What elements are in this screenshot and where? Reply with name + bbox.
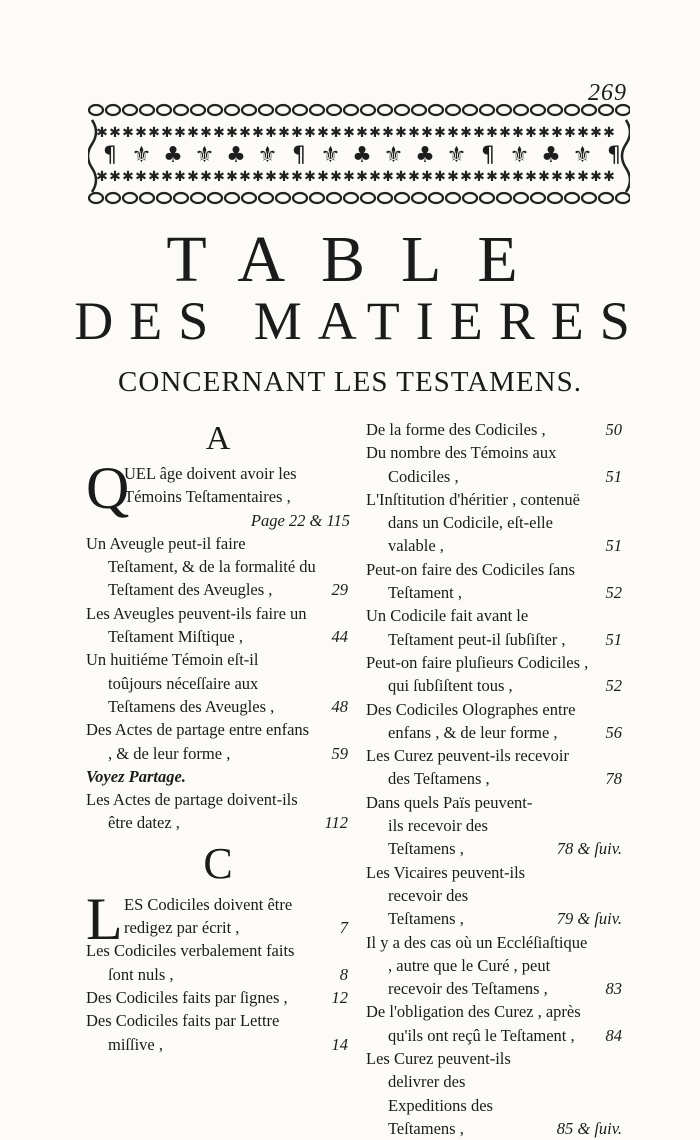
svg-text:⚜: ⚜ [383,143,404,168]
entry-page: 48 [331,696,348,716]
entry-text: Du nombre des Témoins aux Codiciles , [366,443,557,486]
entry-page: 29 [331,580,348,600]
svg-text:✱: ✱ [135,125,147,141]
entry-text: Les Codiciles verbalement faits ſont nuls , [86,941,295,984]
entry-text: De l'obligation des Curez , après qu'ils ont reçû le Teſtament , [366,1002,581,1045]
index-entry [124,462,350,532]
svg-text:✱: ✱ [187,125,199,141]
entry-text: Les Actes de partage doivent-ils être datez , [86,790,298,833]
svg-text:✱: ✱ [304,125,316,141]
svg-text:✱: ✱ [525,169,537,185]
index-entry [366,558,624,605]
svg-text:⚜: ⚜ [509,143,530,168]
svg-text:✱: ✱ [499,125,511,141]
svg-text:✱: ✱ [538,169,550,185]
index-entry [86,718,350,765]
svg-text:✱: ✱ [291,125,303,141]
svg-text:¶: ¶ [481,143,495,168]
index-entry [86,986,350,1009]
svg-text:✱: ✱ [122,125,134,141]
svg-text:✱: ✱ [603,169,615,185]
svg-text:✱: ✱ [161,169,173,185]
index-entry [366,651,624,698]
svg-text:✱: ✱ [200,125,212,141]
entry-text: Les Curez peuvent-ils delivrer des Expeditions des Teſtamens , [366,1049,511,1138]
svg-text:✱: ✱ [447,169,459,185]
svg-text:✱: ✱ [486,125,498,141]
svg-text:✱: ✱ [161,125,173,141]
entry-text: Un Codicile fait avant le Teſtament peut-il ſubſiſter , [366,606,566,649]
index-entry [366,488,624,558]
svg-text:✱: ✱ [590,125,602,141]
svg-text:✱: ✱ [369,125,381,141]
svg-text:✱: ✱ [408,169,420,185]
svg-text:✱: ✱ [564,125,576,141]
entry-page: 51 [605,536,622,556]
entry-text: Dans quels Païs peuvent-ils recevoir des Teſtamens , [366,792,533,859]
svg-text:✱: ✱ [538,125,550,141]
section-c-first-entry [86,885,350,952]
svg-text:✱: ✱ [512,125,524,141]
svg-text:✱: ✱ [421,125,433,141]
svg-text:✱: ✱ [395,169,407,185]
entry-page: 51 [605,466,622,486]
entry-text: Peut-on faire pluſieurs Codiciles , qui ſubſiſtent tous , [366,652,589,696]
entry-page: 59 [331,743,348,763]
index-entry [366,698,624,745]
entry-text: Des Codiciles Olographes entre enfans , & de leur forme , [366,699,576,742]
svg-text:♣: ♣ [352,143,372,168]
svg-text:✱: ✱ [226,169,238,185]
decorative-fleuron-band [88,100,630,208]
drop-cap-l: L [86,885,123,952]
svg-text:⚜: ⚜ [194,143,215,168]
entry-text: De la forme des Codiciles , [366,420,546,439]
entry-text: Les Curez peuvent-ils recevoir des Teſtamens , [366,746,569,789]
svg-text:✱: ✱ [356,169,368,185]
entry-text: ES Codiciles doivent être redigez par écrit , [124,894,293,938]
entry-text: Voyez Partage. [86,766,186,786]
entry-page: 12 [331,987,348,1007]
entry-text: UEL âge doivent avoir les Témoins Teſtamentaires , [124,464,297,507]
svg-text:✱: ✱ [434,169,446,185]
section-a-first-entry [86,455,350,532]
entry-page: 112 [324,813,348,833]
svg-text:✱: ✱ [213,169,225,185]
svg-text:✱: ✱ [252,169,264,185]
svg-text:✱: ✱ [421,169,433,185]
title-line-2: DES MATIERES [74,291,646,351]
svg-text:✱: ✱ [551,125,563,141]
svg-text:✱: ✱ [304,169,316,185]
section-letter-c: C [203,838,233,888]
entry-text: Les Vicaires peuvent-ils recevoir des Teſtamens , [366,862,526,929]
svg-text:⚜: ⚜ [131,143,152,168]
title-line-1: TABLE [166,223,554,296]
svg-text:✱: ✱ [96,125,108,141]
svg-text:✱: ✱ [239,125,251,141]
svg-text:✱: ✱ [148,169,160,185]
ornament-rows [88,105,630,203]
index-entry [86,602,350,649]
page-number: 269 [588,80,627,106]
entry-page: 78 & ſuiv. [556,839,622,859]
svg-text:✱: ✱ [265,125,277,141]
svg-text:✱: ✱ [109,169,121,185]
svg-text:⚜: ⚜ [320,143,341,168]
entry-page: 79 & ſuiv. [556,909,622,929]
svg-text:♣: ♣ [163,143,183,168]
svg-text:♣: ♣ [415,143,435,168]
index-entry [86,939,350,986]
svg-text:✱: ✱ [135,169,147,185]
entry-page: 50 [605,420,622,439]
section-letter-a: A [205,420,231,457]
svg-text:✱: ✱ [356,125,368,141]
svg-text:✱: ✱ [187,169,199,185]
svg-text:✱: ✱ [291,169,303,185]
svg-text:⚜: ⚜ [446,143,467,168]
svg-text:✱: ✱ [226,125,238,141]
index-column-left [86,418,350,1056]
entry-page: 51 [605,629,622,649]
entry-text: Des Codiciles faits par Lettre miſſive , [86,1011,280,1054]
index-column-right [366,418,624,1140]
svg-text:✱: ✱ [317,169,329,185]
index-entry [366,861,624,931]
entry-page: 84 [605,1025,622,1045]
svg-text:✱: ✱ [252,125,264,141]
svg-text:✱: ✱ [122,169,134,185]
svg-text:✱: ✱ [330,169,342,185]
svg-text:♣: ♣ [226,143,246,168]
index-entry [366,744,624,791]
index-entry [86,788,350,835]
svg-text:✱: ✱ [278,125,290,141]
svg-text:✱: ✱ [317,125,329,141]
index-entry [86,532,350,602]
entry-page: 85 & ſuiv. [556,1118,622,1138]
svg-text:¶: ¶ [607,143,621,168]
svg-text:✱: ✱ [96,169,108,185]
entry-page: 44 [331,627,348,647]
entry-text: L'Inſtitution d'héritier , contenuë dans un Codicile, eſt-elle valable , [366,489,580,556]
svg-text:✱: ✱ [564,169,576,185]
index-entry [366,604,624,651]
entry-text: Il y a des cas où un Eccléſiaſtique , autre que le Curé , peut recevoir des Teſtamens , [366,932,588,999]
entry-page: 8 [339,964,348,984]
svg-text:✱: ✱ [174,125,186,141]
svg-text:✱: ✱ [577,125,589,141]
svg-text:✱: ✱ [148,125,160,141]
svg-text:✱: ✱ [265,169,277,185]
svg-text:✱: ✱ [382,125,394,141]
svg-text:✱: ✱ [460,169,472,185]
svg-text:✱: ✱ [109,125,121,141]
svg-text:✱: ✱ [473,125,485,141]
index-entry [366,931,624,1001]
svg-text:✱: ✱ [447,125,459,141]
index-entry [124,893,350,940]
svg-text:✱: ✱ [525,125,537,141]
index-cross-reference [86,765,350,788]
svg-text:⚜: ⚜ [572,143,593,168]
svg-text:✱: ✱ [343,125,355,141]
svg-text:✱: ✱ [200,169,212,185]
svg-text:✱: ✱ [577,169,589,185]
entry-text: Un Aveugle peut-il faire Teſtament, & de la formalité du Teſtament des Aveugles , [86,533,316,600]
entry-page: 14 [331,1034,348,1054]
svg-text:⚜: ⚜ [257,143,278,168]
title-line-3: CONCERNANT LES TESTAMENS. [118,366,582,398]
svg-text:✱: ✱ [369,169,381,185]
svg-text:✱: ✱ [239,169,251,185]
entry-page: 78 [605,769,622,789]
index-entry [366,791,624,861]
svg-text:✱: ✱ [278,169,290,185]
entry-page: 7 [339,918,348,938]
svg-text:✱: ✱ [395,125,407,141]
svg-text:¶: ¶ [292,143,306,168]
svg-text:✱: ✱ [408,125,420,141]
entry-page: Page 22 & 115 [250,510,350,530]
entry-text: Des Codiciles faits par ſignes , [86,987,288,1007]
svg-text:✱: ✱ [434,125,446,141]
index-entry [366,418,624,441]
entry-page: 56 [605,722,622,742]
entry-text: Un huitiéme Témoin eſt-il toûjours néceſſaire aux Teſtamens des Aveugles , [86,650,275,716]
svg-text:✱: ✱ [603,125,615,141]
svg-text:♣: ♣ [541,143,561,168]
index-entry [366,1047,624,1140]
entry-text: Peut-on faire des Codiciles ſans Teſtament , [366,559,575,603]
svg-text:¶: ¶ [103,143,117,168]
entry-page: 83 [605,979,622,999]
svg-text:✱: ✱ [460,125,472,141]
svg-text:✱: ✱ [343,169,355,185]
entry-text: Les Aveugles peuvent-ils faire un Teſtament Miſtique , [86,603,307,647]
svg-text:✱: ✱ [486,169,498,185]
svg-text:✱: ✱ [213,125,225,141]
entry-page: 52 [605,583,622,603]
svg-text:✱: ✱ [330,125,342,141]
entry-text: Des Actes de partage entre enfans , & de leur forme , [86,720,310,763]
svg-text:✱: ✱ [590,169,602,185]
svg-text:✱: ✱ [382,169,394,185]
index-entry [86,1009,350,1056]
index-entry [366,1000,624,1047]
svg-text:✱: ✱ [512,169,524,185]
drop-cap-q: Q [86,455,130,521]
index-entry [366,441,624,488]
svg-text:✱: ✱ [174,169,186,185]
svg-text:✱: ✱ [551,169,563,185]
index-entry [86,648,350,718]
entry-page: 52 [605,676,622,696]
svg-text:✱: ✱ [473,169,485,185]
svg-text:✱: ✱ [499,169,511,185]
